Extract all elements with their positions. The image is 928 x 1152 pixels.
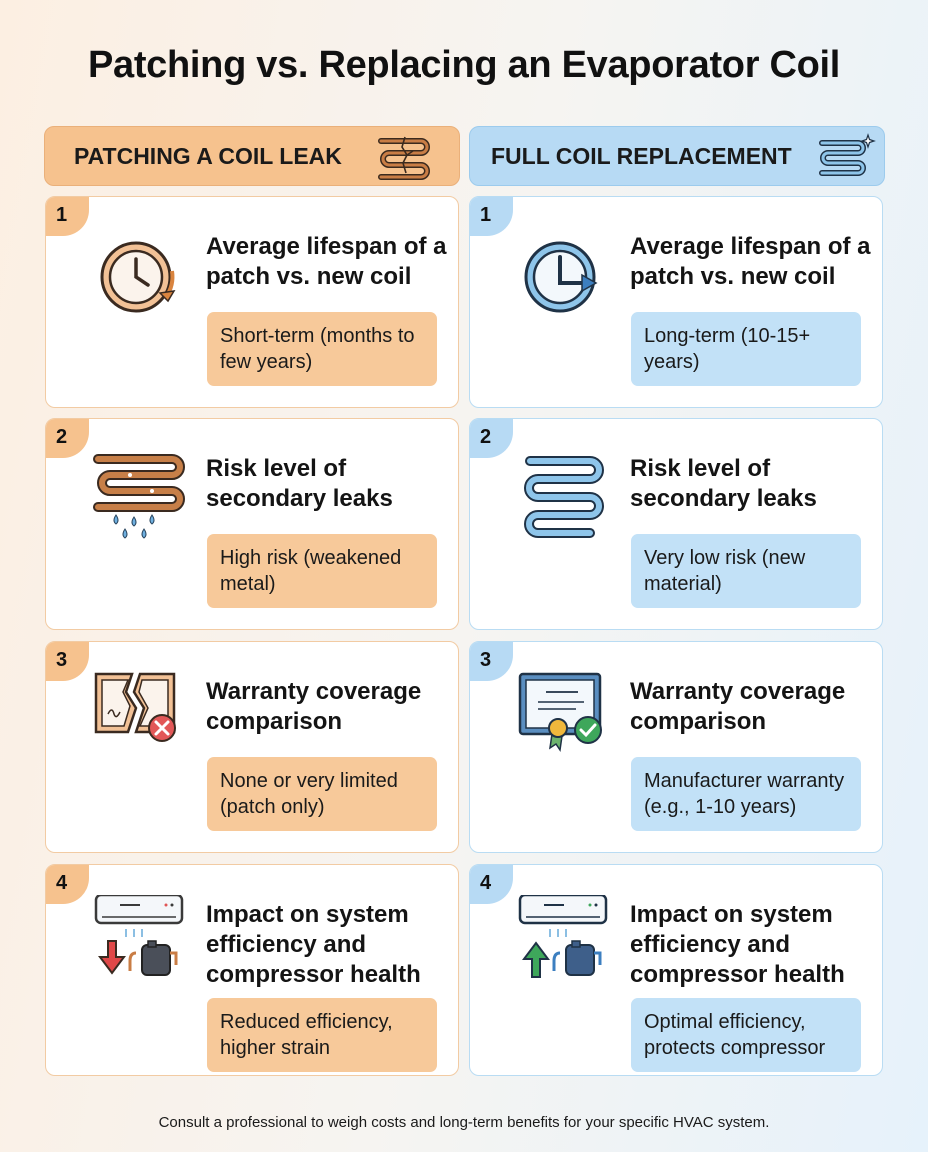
column-header-label: FULL COIL REPLACEMENT: [491, 142, 792, 169]
card-replacement-leak-risk: [469, 418, 883, 630]
card-heading: Risk level of secondary leaks: [206, 455, 393, 512]
card-value: Optimal efficiency, protects compressor: [631, 998, 861, 1072]
page-title: Patching vs. Replacing an Evaporator Coil: [87, 44, 841, 86]
card-patching-efficiency: [45, 864, 459, 1076]
card-patching-leak-risk: [45, 418, 459, 630]
step-number-badge: 3: [469, 641, 513, 681]
card-value: Very low risk (new material): [631, 534, 861, 608]
card-value: Long-term (10-15+ years): [631, 312, 861, 386]
card-value: Short-term (months to few years): [207, 312, 437, 386]
column-header-label: PATCHING A COIL LEAK: [74, 142, 342, 169]
card-patching-lifespan: [45, 196, 459, 408]
step-number-badge: 1: [45, 196, 89, 236]
new-coil-icon: [516, 449, 612, 545]
card-replacement-lifespan: [469, 196, 883, 408]
card-heading: Warranty coverage comparison: [630, 678, 846, 735]
step-number-badge: 3: [45, 641, 89, 681]
ac-unit-down-arrow-icon: [92, 895, 188, 991]
card-heading: Warranty coverage comparison: [206, 678, 422, 735]
torn-certificate-icon: [92, 672, 188, 768]
card-value: None or very limited (patch only): [207, 757, 437, 831]
leaking-coil-icon: [92, 449, 188, 545]
certificate-check-icon: [516, 672, 612, 768]
footer-note: Consult a professional to weigh costs and long-term benefits for your specific HVAC system.: [158, 1114, 770, 1131]
card-heading: Risk level of secondary leaks: [630, 455, 817, 512]
step-number-badge: 1: [469, 196, 513, 236]
card-value: Reduced efficiency, higher strain: [207, 998, 437, 1072]
card-value: Manufacturer warranty (e.g., 1-10 years): [631, 757, 861, 831]
new-coil-icon: [816, 133, 876, 181]
step-number-badge: 2: [469, 418, 513, 458]
card-heading: Average lifespan of a patch vs. new coil: [630, 233, 871, 290]
clock-icon: [92, 227, 188, 323]
column-header-replacement: [469, 126, 885, 186]
card-value: High risk (weakened metal): [207, 534, 437, 608]
card-replacement-efficiency: [469, 864, 883, 1076]
step-number-badge: 2: [45, 418, 89, 458]
card-heading: Impact on system efficiency and compressor health: [630, 901, 845, 988]
ac-unit-up-arrow-icon: [516, 895, 612, 991]
card-heading: Impact on system efficiency and compressor health: [206, 901, 421, 988]
card-patching-warranty: [45, 641, 459, 853]
card-heading: Average lifespan of a patch vs. new coil: [206, 233, 447, 290]
step-number-badge: 4: [469, 864, 513, 904]
clock-icon: [516, 227, 612, 323]
step-number-badge: 4: [45, 864, 89, 904]
cracked-coil-icon: [375, 133, 435, 181]
card-replacement-warranty: [469, 641, 883, 853]
column-header-patching: [44, 126, 460, 186]
